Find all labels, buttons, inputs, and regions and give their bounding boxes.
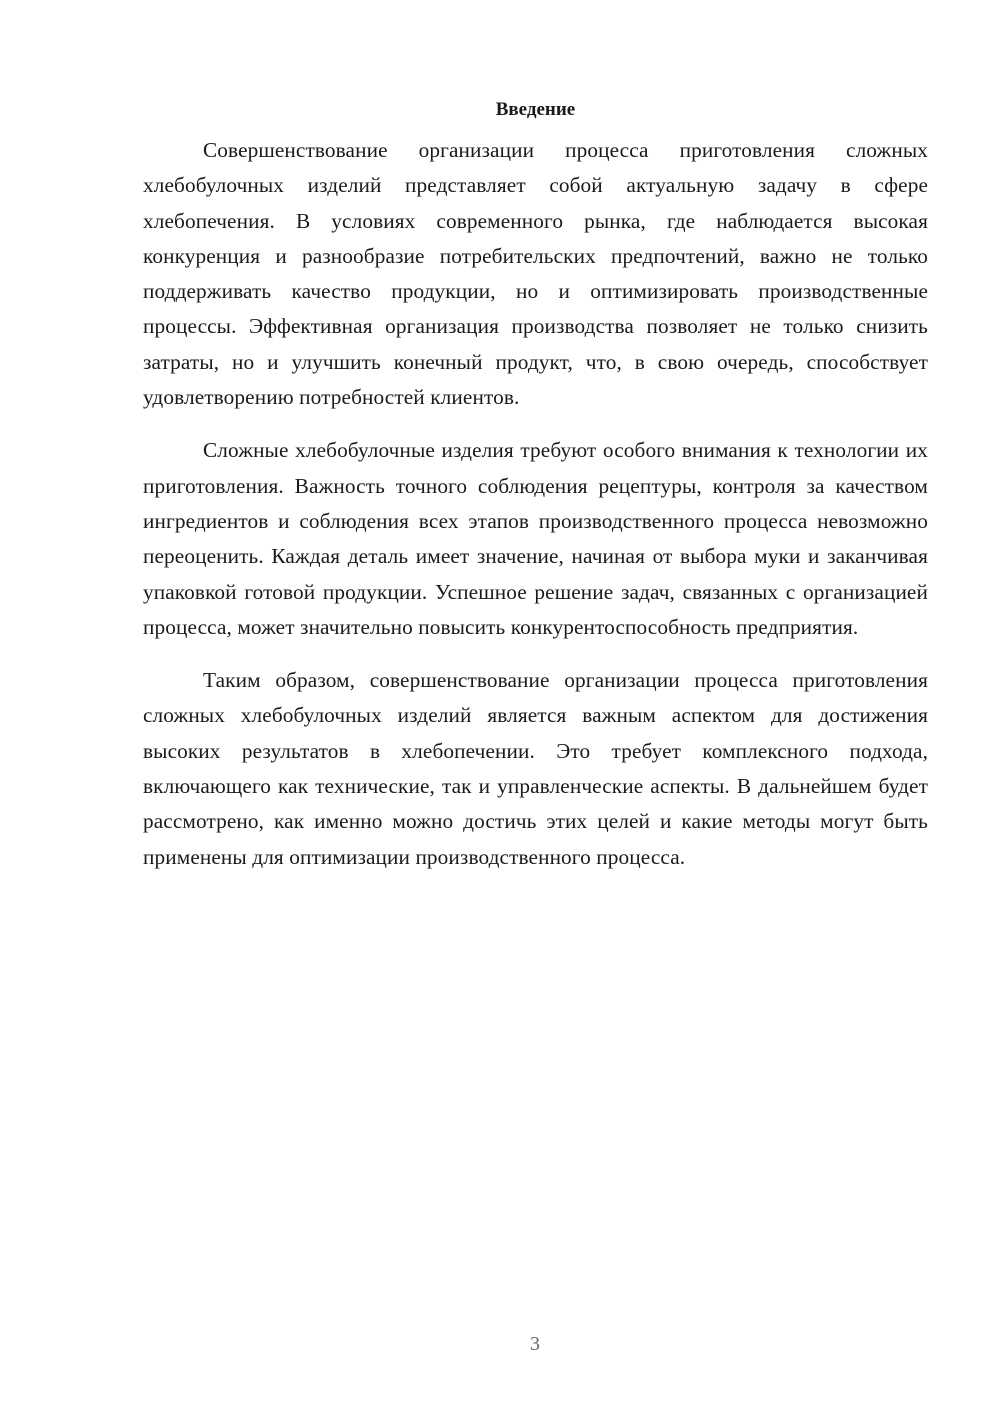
paragraph-1: Совершенствование организации процесса приготовления сложных хлебобулочных изделий представляет собой актуальную задачу в сфере хлебопечения. В условиях современного рынка, где наблюдается высокая конкуренция и разнообразие потребительских предпочтений, важно не только поддерживать качество продукции, но и оптимизировать производственные процессы. Эффективная организация производства позволяет не только снизить затраты, но и улучшить конечный продукт, что, в свою очередь, способствует удовлетворению потребностей клиентов. — [143, 138, 928, 410]
section-title: Введение — [495, 99, 576, 120]
paragraph-3: Таким образом, совершенствование организации процесса приготовления сложных хлебобулочных изделий является важным аспектом для достижения высоких результатов в хлебопечении. Это требует комплексного подхода, включающего как технические, так и управленческие аспекты. В дальнейшем будет рассмотрено, как именно можно достичь этих целей и какие методы могут быть применены для оптимизации производственного процесса. — [143, 668, 928, 869]
paragraph-2: Сложные хлебобулочные изделия требуют особого внимания к технологии их приготовления. Важность точного соблюдения рецептуры, контроля за качеством ингредиентов и соблюдения всех этапов производственного процесса невозможно переоценить. Каждая деталь имеет значение, начиная от выбора муки и заканчивая упаковкой готовой продукции. Успешное решение задач, связанных с организацией процесса, может значительно повысить конкурентоспособность предприятия. — [143, 438, 928, 639]
document-body — [143, 95, 928, 893]
page-number: 3 — [530, 1333, 540, 1355]
